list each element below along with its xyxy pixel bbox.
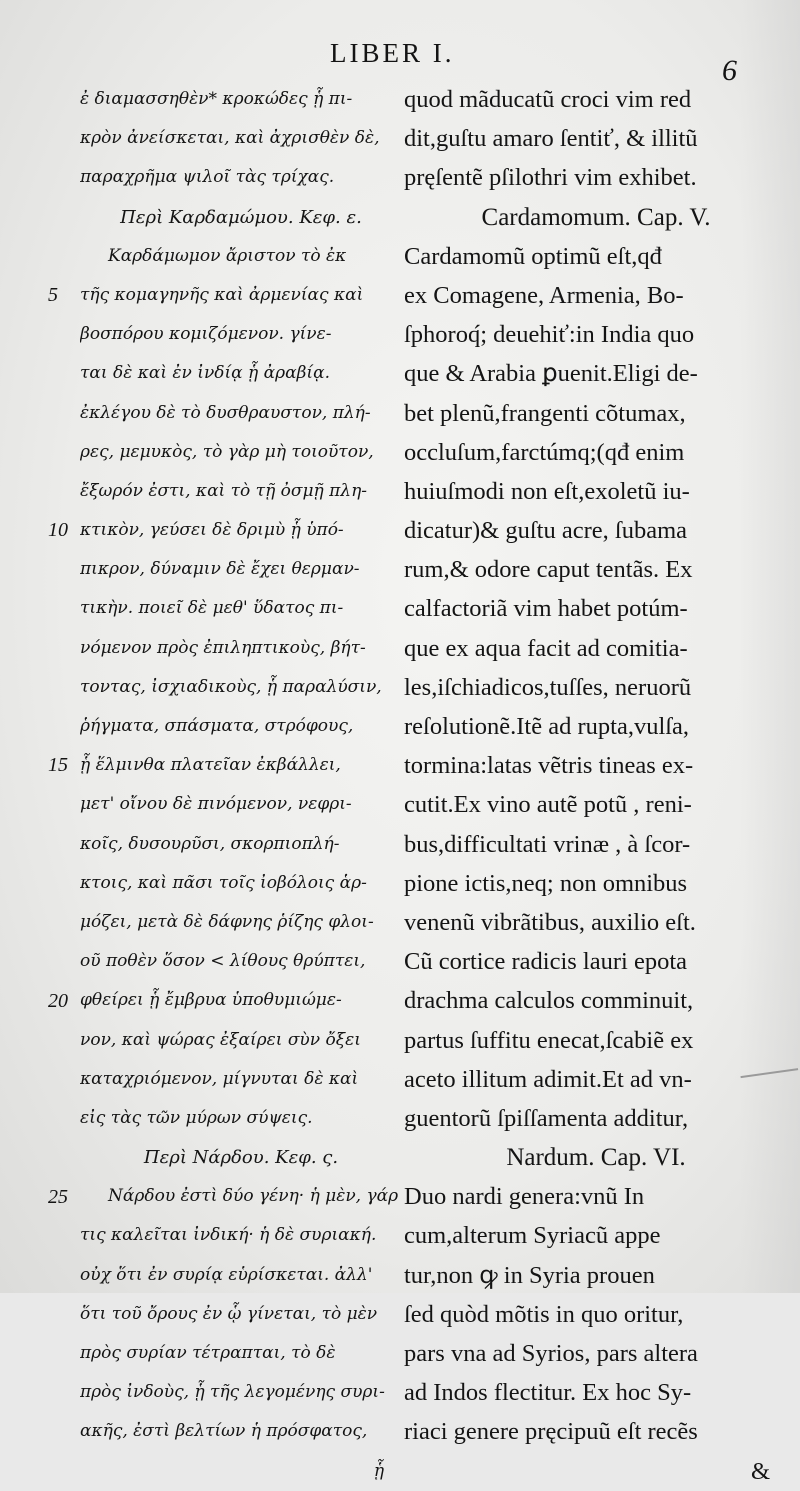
greek-text-line: οὐχ ὅτι ἐν συρίᾳ εὑρίσκεται. ἀλλ' xyxy=(80,1264,373,1285)
latin-text-line: les,iſchiadicos,tuſſes, neruorũ xyxy=(404,673,692,701)
latin-text-line: aceto illitum adimit.Et ad vn- xyxy=(404,1065,692,1093)
greek-text-line: ρες, μεμυκὸς, τὸ γὰρ μὴ τοιοῦτον, xyxy=(80,441,374,462)
latin-text-column xyxy=(404,80,788,1491)
greek-text-line: Καρδάμωμον ἄριστον τὸ ἐκ xyxy=(108,245,347,266)
latin-chapter-heading: Nardum. Cap. VI. xyxy=(506,1144,686,1172)
latin-text-line: rum,& odore caput tentãs. Ex xyxy=(404,556,693,584)
margin-line-number: 10 xyxy=(48,519,68,542)
greek-text-line: μετ' οἴνου δὲ πινόμενον, νεφρι- xyxy=(80,794,352,815)
margin-line-number: 20 xyxy=(48,989,68,1012)
greek-text-line: οῦ ποθὲν ὅσον < λίθους θρύπτει, xyxy=(80,951,366,972)
latin-text-line: quod mãducatũ croci vim red xyxy=(404,86,692,113)
greek-text-line: ᾗ xyxy=(373,1460,384,1481)
latin-text-line: guentorũ ſpiſſamenta additur, xyxy=(404,1104,689,1132)
greek-text-line: κτοις, καὶ πᾶσι τοῖς ἰοβόλοις ἁρ- xyxy=(80,872,367,893)
latin-text-line: riaci genere pręcipuũ eſt recẽs xyxy=(404,1418,698,1446)
latin-text-line: bet plenũ,frangenti cõtumax, xyxy=(404,399,686,427)
latin-text-line: pione ictis,neq; non omnibus xyxy=(404,869,688,897)
greek-text-line: κοῖς, δυσουρῦσι, σκορπιοπλή- xyxy=(80,833,340,854)
latin-text-line: Cardamomũ optimũ eſt,qđ xyxy=(404,242,662,270)
latin-text-line: ad Indos flectitur. Ex hoc Sy- xyxy=(404,1379,692,1407)
margin-line-number: 15 xyxy=(48,754,68,777)
latin-text-line: cutit.Ex vino autẽ potũ , reni- xyxy=(404,791,692,819)
greek-text-line: ται δὲ καὶ ἐν ἰνδίᾳ ᾗ ἀραβίᾳ. xyxy=(80,363,330,384)
latin-text-line: dicatur)& guſtu acre, ſubama xyxy=(404,517,687,545)
margin-line-number: 5 xyxy=(48,284,58,306)
folio-number: 6 xyxy=(722,54,737,87)
latin-text-line: pręſentẽ pſilothri vim exhibet. xyxy=(404,164,697,192)
latin-text-line: venenũ vibrãtibus, auxilio eſt. xyxy=(404,908,696,936)
latin-text-line: dit,guſtu amaro ſentiť, & illitũ xyxy=(404,125,698,153)
greek-chapter-heading: Περὶ Νάρδου. Κεφ. ς. xyxy=(143,1147,339,1169)
greek-text-line: πρὸς ἰνδοὺς, ᾗ τῆς λεγομένης συρι- xyxy=(80,1382,385,1403)
latin-text-line: partus ſuffitu enecat,ſcabiẽ ex xyxy=(404,1026,694,1054)
greek-text-line: νον, καὶ ψώρας ἐξαίρει σὺν ὄξει xyxy=(80,1029,361,1050)
greek-text-line: καταχριόμενον, μίγνυται δὲ καὶ xyxy=(80,1068,359,1089)
latin-text-line: ex Comagene, Armenia, Bo- xyxy=(404,281,684,309)
greek-text-line: φθείρει ᾗ ἔμβρυα ὑποθυμιώμε- xyxy=(80,990,342,1011)
greek-text-line: ὅτι τοῦ ὄρους ἐν ᾧ γίνεται, τὸ μὲν xyxy=(80,1303,378,1324)
greek-text-line: ῥήγματα, σπάσματα, στρόφους, xyxy=(80,716,354,736)
greek-text-line: ἐκλέγου δὲ τὸ δυσθραυστον, πλή- xyxy=(80,402,371,423)
greek-text-column xyxy=(80,80,402,1491)
greek-text-line: μόζει, μετὰ δὲ δάφνης ῥίζης φλοι- xyxy=(80,911,374,932)
greek-text-line: πρὸς συρίαν τέτραπται, τὸ δὲ xyxy=(80,1343,336,1363)
latin-text-line: tormina:latas vẽtris tineas ex- xyxy=(404,752,694,780)
greek-text-line: ἔξωρόν ἐστι, καὶ τὸ τῇ ὀσμῇ πλη- xyxy=(80,480,368,501)
latin-text-line: ſed quòd mõtis in quo oritur, xyxy=(404,1300,684,1328)
greek-text-line: ακῆς, ἐστὶ βελτίων ἡ πρόσφατος, xyxy=(80,1421,368,1442)
greek-text-line: ἐ διαμασσηθὲν* κροκώδες ᾗ πι- xyxy=(80,89,353,109)
latin-text-line: que ex aqua facit ad comitia- xyxy=(404,634,688,662)
greek-text-line: κτικὸν, γεύσει δὲ δριμὺ ᾗ ὑπό- xyxy=(80,520,344,541)
latin-text-line: Duo nardi genera:vnũ In xyxy=(404,1183,645,1211)
greek-text-line: κρὸν ἀνείσκεται, καὶ ἀχρισθὲν δὲ, xyxy=(80,128,380,149)
latin-text-line: & xyxy=(750,1457,770,1485)
latin-text-line: ſphoroq́; deuehiť:in India quo xyxy=(404,321,695,349)
latin-text-line: pars vna ad Syrios, pars altera xyxy=(404,1340,698,1367)
greek-text-line: τικὴν. ποιεῖ δὲ μεθ' ὕδατος πι- xyxy=(80,598,344,619)
latin-text-line: tur,non ꝙ in Syria prouen xyxy=(404,1261,655,1289)
greek-text-line: νόμενον πρὸς ἐπιληπτικοὺς, βήτ- xyxy=(80,637,366,658)
greek-text-line: εἰς τὰς τῶν μύρων σύψεις. xyxy=(80,1107,313,1128)
greek-text-line: ᾗ ἕλμινθα πλατεῖαν ἐκβάλλει, xyxy=(80,755,341,776)
greek-text-line: τις καλεῖται ἰνδική· ἡ δὲ συριακή. xyxy=(80,1225,377,1246)
latin-text-line: reſolutionẽ.Itẽ ad rupta,vulſa, xyxy=(404,713,690,740)
latin-text-line: bus,difficultati vrinæ , à ſcor- xyxy=(404,830,691,858)
greek-chapter-heading: Περὶ Καρδαμώμου. Κεφ. ε. xyxy=(120,206,362,228)
latin-chapter-heading: Cardamomum. Cap. V. xyxy=(481,203,711,231)
greek-text-line: τῆς κομαγηνῆς καὶ ἀρμενίας καὶ xyxy=(80,284,364,305)
latin-text-line: calfactoriã vim habet potúm- xyxy=(404,595,688,623)
latin-text-line: occluſum,farctúmq;(qđ enim xyxy=(404,438,685,466)
greek-text-line: Νάρδου ἐστὶ δύο γένη· ἡ μὲν, γάρ xyxy=(108,1186,399,1207)
margin-line-number: 25 xyxy=(48,1185,68,1208)
latin-text-line: que & Arabia ꝑuenit.Eligi de- xyxy=(404,360,698,388)
running-head: LIBER I. xyxy=(330,38,455,68)
latin-text-line: drachma calculos comminuit, xyxy=(404,987,694,1015)
greek-text-line: πικρον, δύναμιν δὲ ἔχει θερμαν- xyxy=(80,559,360,580)
latin-text-line: cum,alterum Syriacũ appe xyxy=(404,1222,661,1250)
greek-text-line: βοσπόρου κομιζόμενον. γίνε- xyxy=(80,324,332,345)
latin-text-line: huiuſmodi non eſt,exoletũ iu- xyxy=(404,477,690,505)
latin-text-line: Cũ cortice radicis lauri epota xyxy=(404,948,687,976)
greek-text-line: τοντας, ἰσχιαδικοὺς, ᾗ παραλύσιν, xyxy=(80,676,382,697)
greek-text-line: παραχρῆμα ψιλοῖ τὰς τρίχας. xyxy=(80,167,335,188)
